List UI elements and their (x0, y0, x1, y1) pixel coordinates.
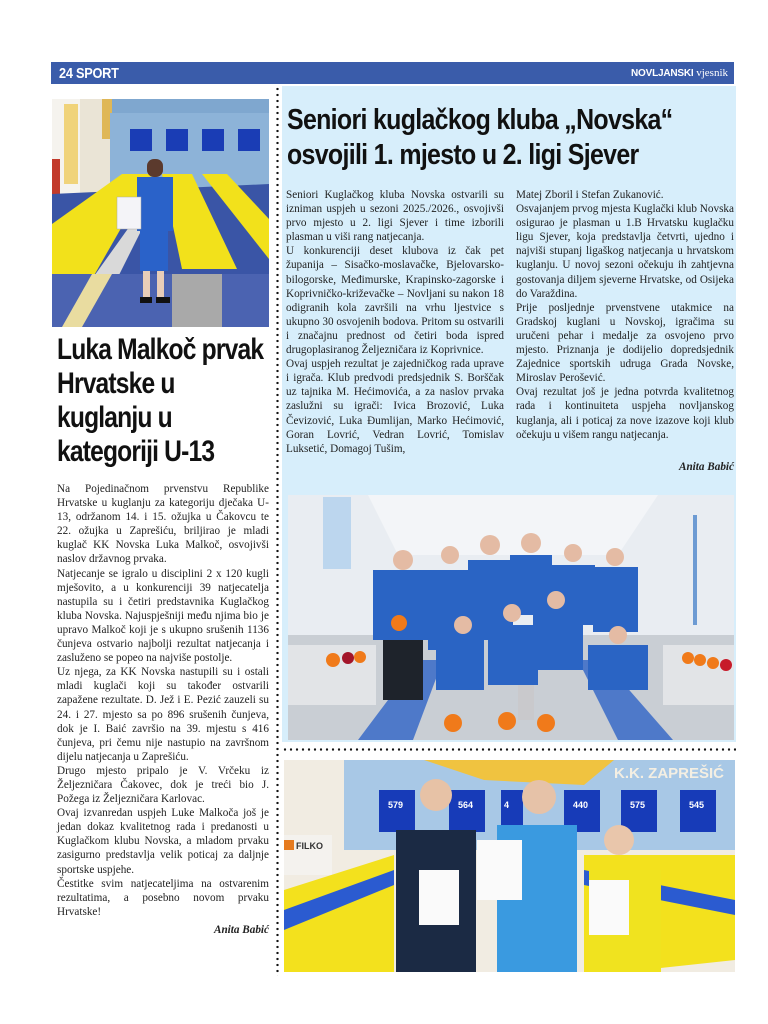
brand-bold: NOVLJANSKI (631, 68, 694, 79)
banner-text: K.K. ZAPREŠIĆ (614, 765, 725, 782)
seniors-column-2 (516, 188, 734, 474)
paragraph: U konkurenciji deset klubova iz čak pet županija – Sisačko-moslavačke, Bjelovarsko-bilogorske, Međimurske, Krapinsko-zagorske i Koprivničko-križevačke – Novljani su nakon 18 odigranih kola završili na vrhu ljestvice s ukupno 30 osvojenih bodova. Pritom su ostvarili i značajnu prednost od četiri boda ispred drugoplasiranog Željezničara iz Koprivnice. (286, 245, 504, 357)
paragraph: Osvajanjem prvog mjesta Kuglački klub Novska osigurao je plasman u 1.B Hrvatsku kuglačku ligu Sjever, koja predstavlja četvrti, ujedno i najviši stupanj ligaškog natjecanja u hrvatskom kuglanju. U novoj sezoni očekuju ih zahtjevna gostovanja diljem sjeverne Hrvatske, od Osijeka do Varaždina. (516, 203, 734, 300)
svg-text:579: 579 (388, 800, 404, 810)
bowling-lane-photo (52, 99, 269, 327)
paragraph: Seniori Kuglačkog kluba Novska ostvarili su izniman uspjeh u sezoni 2025./2026., osvojivši prvo mjesto u 2. ligi Sjever i time izborili plasman u viši rang natjecanja. (286, 189, 504, 244)
page-header-bar (51, 62, 734, 84)
seniors-article-title: Seniori kuglačkog kluba „Novska“ osvojili 1. mjesto u 2. ligi Sjever (287, 104, 673, 171)
svg-text:440: 440 (573, 800, 589, 810)
paragraph: Matej Zboril i Stefan Zukanović. (516, 189, 664, 201)
svg-text:575: 575 (630, 800, 646, 810)
photo-luka-malkoc (52, 99, 269, 327)
paragraph: Ovaj izvanredan uspjeh Luke Malkoča još je jedan dokaz kvalitetnog rada i predanosti u Kuglačkom klubu Novska, a mladom prvaku zasigurno predstavlja velik poticaj za daljnje sportske uspjehe. (57, 807, 269, 876)
author-byline: Anita Babić (678, 460, 734, 473)
svg-text:545: 545 (689, 800, 705, 810)
paragraph: Ovaj uspjeh rezultat je zajedničkog rada uprave i igrača. Klub predvodi predsjednik S. Borščak uz tajnika M. Hećimovića, a za naslov prvaka zaslužni su igrači: Ivica Brozović, Luka Čevizović, Luka Đumlijan, Marko Hećimović, Goran Lovrić, Vedran Lovrić, Tomislav Luksetić, Domagoj Tušim, (286, 358, 504, 455)
paragraph: Čestitke svim natjecateljima na ostvarenim rezultatima, a posebno novom prvaku Hrvatske! (57, 877, 269, 918)
seniors-column-1 (286, 188, 504, 456)
svg-text:564: 564 (458, 800, 474, 810)
paragraph: Prije posljednje prvenstvene utakmice na Gradskoj kuglani u Novskoj, igračima su uručeni pehar i medalje za osvojeno prvo mjesto. Priznanja je dodijelio dopredsjednik Zajednice sportskih udruga Grada Novske, Miroslav Perošević. (516, 301, 734, 385)
photo-junior-medalists (284, 760, 735, 972)
photo-senior-team (288, 495, 734, 740)
sponsor-text: FILKO (296, 841, 323, 851)
author-byline: Anita Babić (213, 923, 269, 936)
section-label: 24 SPORT (59, 64, 119, 82)
brand-regular: vjesnik (696, 67, 728, 79)
paragraph: Natjecanje se igralo u disciplini 2 x 120 kugli mješovito, a u konkurenciji 39 natjecatelja nastupila su i četiri predstavnika Kuglačkog kluba Novska. Najuspješniji među njima bio je upravo Malkoč koji je s ukupno srušenih 1136 čunjeva ostvario najbolji rezultat natjecanja i zasluženo se popeo na najviše postolje. (57, 567, 269, 665)
juniors-photo (284, 760, 735, 972)
publication-brand (631, 67, 728, 79)
paragraph: Uz njega, za KK Novska nastupili su i ostali mladi kuglači koji su također ostvarili zapažene rezultate. D. Jež i E. Pezić zauzeli su 24. i 27. mjesto sa po 896 srušenih čunjeva, dok je I. Baić završio na 39. mjestu s 416 čunjeva, pri čemu nije nastupio na završnom dijelu natjecanja u Zaprešiću. (57, 666, 269, 763)
paragraph: Drugo mjesto pripalo je V. Vrčeku iz Željezničara Čakovec, dok je treći bio J. Požega iz Željezničara Karlovac. (57, 764, 269, 806)
team-photo (288, 495, 734, 740)
luka-article-body (57, 482, 269, 937)
svg-text:4: 4 (504, 800, 510, 810)
paragraph: Na Pojedinačnom prvenstvu Republike Hrvatske u kuglanju za kategoriju dječaka U-13, održanom 14. i 15. ožujka u Čakovcu te 22. ožujka u Zaprešiću, briljirao je mladi kuglač KK Novska Luka Malkoč, osvojivši naslov državnog prvaka. (57, 483, 269, 566)
luka-article-title: Luka Malkoč prvak Hrvatske u kuglanju u kategoriji U-13 (57, 333, 264, 468)
column-divider (276, 86, 279, 976)
paragraph: Ovaj rezultat još je jedna potvrda kvalitetnog rada i kontinuiteta uspjeha novljanskog kuglanja, ali i poticaj za nove izazove koji klub očekuju u višem rangu natjecanja. (516, 386, 734, 441)
photo-divider (282, 748, 736, 751)
